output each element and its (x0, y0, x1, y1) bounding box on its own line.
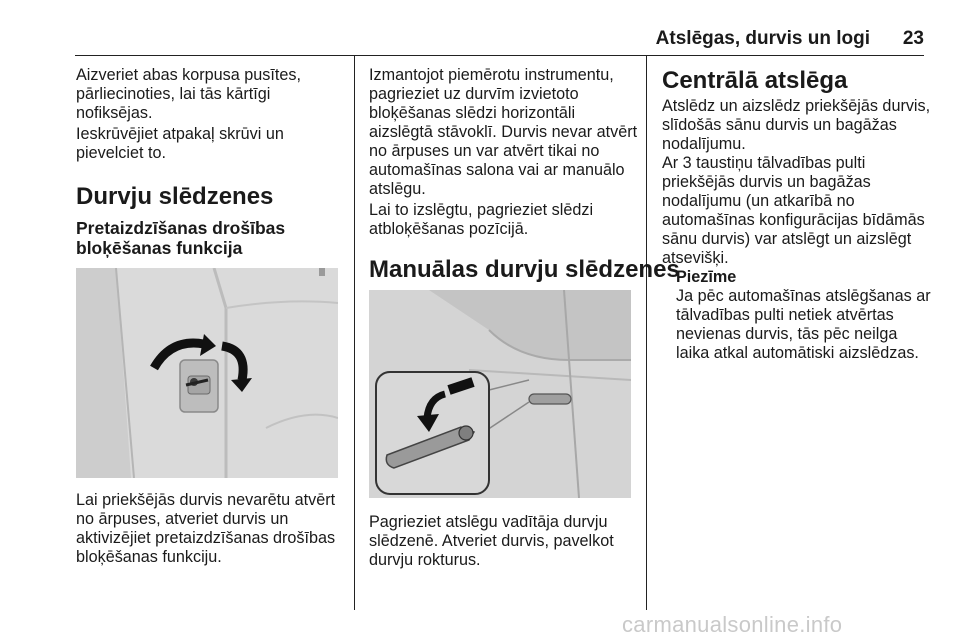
section-heading: Centrālā atslēga (662, 67, 848, 94)
column-divider (646, 55, 647, 610)
note-title: Piezīme (676, 268, 737, 286)
header-rule (75, 55, 924, 56)
running-header-title: Atslēgas, durvis un logi (655, 28, 870, 49)
manual-door-lock-illustration (369, 290, 631, 498)
paragraph: Lai to izslēgtu, pagrieziet slēdzi atbloķēšanas pozīcijā. (369, 201, 594, 238)
page-number: 23 (902, 28, 924, 49)
column-divider (354, 55, 355, 610)
note-text: Ja pēc automašīnas atslēgšanas ar tālvadības pulti netiek atvērtas nevienas durvis, tās pēc neilga laika atkal automātiski aizslēdzas. (676, 287, 931, 362)
paragraph: Aizveriet abas korpusa pusītes, pārliecinoties, lai tās kārtīgi nofiksējas. (76, 66, 301, 122)
section-heading: Manuālas durvju slēdzenes (369, 256, 680, 283)
subsection-heading: Pretaizdzīšanas drošības bloķēšanas funkcija (76, 218, 286, 258)
door-lock-illustration (76, 268, 338, 478)
paragraph: Atslēdz un aizslēdz priekšējās durvis, slīdošās sānu durvis un bagāžas nodalījumu. (662, 97, 931, 153)
figure-caption: Lai priekšējās durvis nevarētu atvērt no ārpuses, atveriet durvis un aktivizējiet pretaizdzīšanas drošības bloķēšanas funkciju. (76, 491, 336, 566)
door-handle-drawing (369, 290, 631, 498)
section-heading: Durvju slēdzenes (76, 183, 274, 210)
paragraph: Ieskrūvējiet atpakaļ skrūvi un pievelciet to. (76, 125, 284, 162)
figure-caption: Pagrieziet atslēgu vadītāja durvju slēdzenē. Atveriet durvis, pavelkot durvju rokturus. (369, 513, 614, 569)
paragraph: Izmantojot piemērotu instrumentu, pagrieziet uz durvīm izvietoto bloķēšanas slēdzi horizontāli aizslēgtā stāvoklī. Durvis nevar atvērt no ārpuses un var atvērt tikai no automašīnas salona vai ar manuālo atslēgu. (369, 66, 638, 198)
watermark: carmanualsonline.info (622, 612, 843, 637)
paragraph: Ar 3 taustiņu tālvadības pulti priekšējās durvis un bagāžas nodalījumu (un atkarībā no automašīnas konfigurācijas bīdāmās sānu durvis) var atslēgt un aizslēgt atsevišķi. (662, 154, 925, 267)
door-lock-drawing (76, 268, 338, 478)
